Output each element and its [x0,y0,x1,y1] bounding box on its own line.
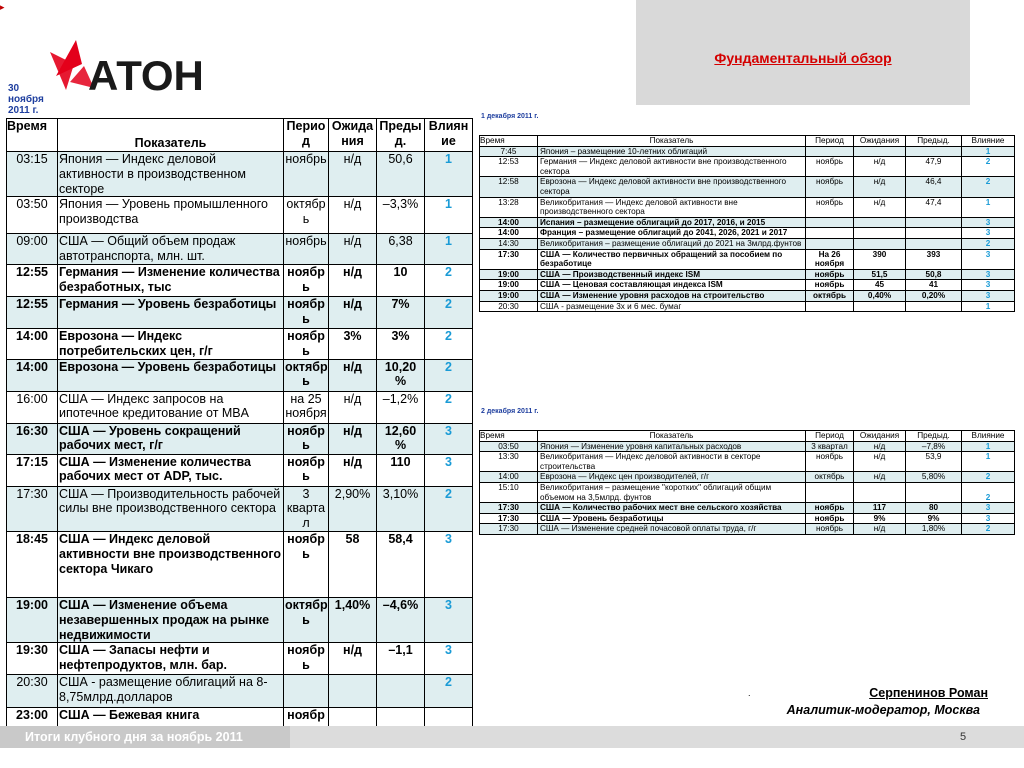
cell-indicator: Япония – размещение 10-летних облигаций [538,146,806,157]
header-time: Время [480,136,538,147]
cell-prev: –3,3% [377,197,425,234]
header-period: Перио д [284,119,329,152]
cell-period: ноябр ь [284,423,329,454]
table-row [480,524,1015,535]
cell-influence: 3 [962,228,1015,239]
cell-period: ноябрь [806,280,854,291]
date-right-1: 1 декабря 2011 г. [481,113,539,120]
cell-prev: 393 [906,249,962,269]
page-number: 5 [960,731,967,743]
cell-influence: 2 [425,264,473,296]
cell-time: 19:00 [480,290,538,301]
cell-period: ноябрь [284,234,329,265]
cell-time: 14:00 [7,359,58,391]
cell-influence: 2 [962,157,1015,177]
cell-expect: н/д [854,157,906,177]
corner-mark: ▸ [0,2,5,12]
table-row [7,597,473,642]
cell-influence: 2 [962,524,1015,535]
cell-prev [906,228,962,239]
cell-time: 14:00 [7,328,58,359]
cell-indicator: США — Количество рабочих мест вне сельского хозяйства [538,503,806,514]
cell-indicator: Испания – размещение облигаций до 2017, 2016, и 2015 [538,217,806,228]
cell-prev: 6,38 [377,234,425,265]
table-dec1 [479,135,1015,312]
cell-time: 14:00 [480,217,538,228]
cell-prev: 58,4 [377,531,425,597]
cell-expect [329,675,377,708]
header-indicator: Показатель [58,119,284,152]
cell-influence: 2 [425,359,473,391]
author-dot: . [748,688,751,698]
cell-time: 19:00 [7,597,58,642]
cell-prev: 41 [906,280,962,291]
cell-influence: 3 [962,503,1015,514]
cell-expect: н/д [329,359,377,391]
cell-expect: 51,5 [854,269,906,280]
cell-time: 20:30 [7,675,58,708]
cell-expect: н/д [329,454,377,486]
table-row [7,197,473,234]
cell-influence: 1 [962,441,1015,452]
cell-influence: 2 [425,391,473,423]
cell-period: ноябр [284,708,329,740]
cell-period: ноябрь [806,503,854,514]
cell-time: 12:55 [7,296,58,328]
cell-period: ноябр ь [284,454,329,486]
cell-expect [854,301,906,312]
cell-expect: 2,90% [329,486,377,531]
page-title: Фундаментальный обзор [714,50,892,66]
cell-indicator: Великобритания — Индекс деловой активности в секторе строительства [538,452,806,472]
cell-indicator: США - размещение облигаций на 8-8,75млрд.долларов [58,675,284,708]
logo-text: АТОН [88,52,204,98]
cell-expect: н/д [329,643,377,675]
cell-time: 23:00 [7,708,58,740]
cell-expect: 9% [854,513,906,524]
cell-indicator: США — Индекс запросов на ипотечное кредитование от MBA [58,391,284,423]
cell-expect [854,146,906,157]
cell-period: 3 квартал [806,441,854,452]
header-indicator: Показатель [538,431,806,442]
author-role: Аналитик-модератор, Москва [786,703,980,717]
date-right-2: 2 декабря 2011 г. [481,408,539,415]
cell-influence: 1 [425,152,473,197]
cell-expect: н/д [854,524,906,535]
cell-expect: 117 [854,503,906,514]
cell-period [806,217,854,228]
cell-indicator: США — Производственный индекс ISM [538,269,806,280]
cell-time: 17:15 [7,454,58,486]
cell-influence: 1 [962,146,1015,157]
cell-prev: 7% [377,296,425,328]
header-period: Период [806,136,854,147]
cell-expect: 0,40% [854,290,906,301]
cell-time: 19:00 [480,269,538,280]
cell-prev: 5,80% [906,472,962,483]
cell-influence: 3 [425,597,473,642]
cell-prev: 1,80% [906,524,962,535]
header-prev: Предыд. [906,431,962,442]
cell-influence: 3 [962,217,1015,228]
cell-time: 14:00 [480,472,538,483]
cell-prev: 47,9 [906,157,962,177]
table-row [480,482,1015,502]
cell-prev [906,482,962,502]
cell-expect: н/д [329,197,377,234]
cell-prev: 3% [377,328,425,359]
cell-influence: 2 [962,177,1015,197]
cell-indicator: Япония — Изменение уровня капитальных расходов [538,441,806,452]
cell-time: 20:30 [480,301,538,312]
table-row [480,452,1015,472]
cell-period: октябр ь [284,359,329,391]
cell-indicator: Великобритания – размещение облигаций до 2021 на 3млрд.фунтов [538,238,806,249]
cell-period: ноябрь [806,513,854,524]
cell-time: 14:30 [480,238,538,249]
cell-time: 03:15 [7,152,58,197]
cell-period [284,675,329,708]
cell-influence: 3 [425,643,473,675]
cell-period: октябрь [806,472,854,483]
cell-prev [906,146,962,157]
cell-period: ноябрь [806,197,854,217]
cell-indicator: США — Уровень сокращений рабочих мест, г/г [58,423,284,454]
header-time: Время [480,431,538,442]
cell-influence: 2 [425,675,473,708]
cell-influence: 2 [962,238,1015,249]
cell-influence: 1 [425,197,473,234]
cell-indicator: Еврозона — Уровень безработицы [58,359,284,391]
cell-prev [906,217,962,228]
cell-indicator: Великобритания – размещение "коротких" облигаций общим объемом на 3,5млрд. фунтов [538,482,806,502]
cell-indicator: Франция – размещение облигаций до 2041, 2026, 2021 и 2017 [538,228,806,239]
table-row [480,441,1015,452]
cell-time: 17:30 [480,513,538,524]
header-influence: Влияние [962,136,1015,147]
cell-indicator: США — Производительность рабочей силы вне производственного сектора [58,486,284,531]
cell-expect [854,217,906,228]
cell-indicator: Еврозона — Индекс деловой активности вне производственного сектора [538,177,806,197]
table-row [7,264,473,296]
cell-indicator: Еврозона — Индекс цен производителей, г/г [538,472,806,483]
cell-prev: 3,10% [377,486,425,531]
header-time: Время [7,119,58,152]
cell-indicator: США - размещение 3х и 6 мес. бумаг [538,301,806,312]
header-expect: Ожидания [854,136,906,147]
table-row [480,228,1015,239]
cell-expect: н/д [854,472,906,483]
cell-indicator: США — Изменение количества рабочих мест от ADP, тыс. [58,454,284,486]
table-row [7,423,473,454]
cell-time: 03:50 [480,441,538,452]
cell-time: 17:30 [480,524,538,535]
table-row [480,238,1015,249]
table-row [7,296,473,328]
cell-expect: 1,40% [329,597,377,642]
table-row [480,280,1015,291]
cell-period [806,482,854,502]
cell-period: ноябрь [806,269,854,280]
table-row [7,675,473,708]
cell-time: 12:58 [480,177,538,197]
cell-indicator: Япония — Индекс деловой активности в производственном секторе [58,152,284,197]
cell-indicator: Германия — Изменение количества безработных, тыс [58,264,284,296]
cell-period: ноябрь [806,452,854,472]
cell-prev [906,301,962,312]
cell-time: 13:28 [480,197,538,217]
cell-indicator: США — Изменение объема незавершенных продаж на рынке недвижимости [58,597,284,642]
cell-prev: 9% [906,513,962,524]
cell-expect: н/д [854,197,906,217]
cell-indicator: Еврозона — Индекс потребительских цен, г/г [58,328,284,359]
cell-prev: –4,6% [377,597,425,642]
cell-influence: 1 [962,197,1015,217]
table-dec2 [479,430,1015,535]
cell-indicator: США — Запасы нефти и нефтепродуктов, млн. бар. [58,643,284,675]
cell-period: ноябр ь [284,531,329,597]
cell-prev: 10,20 % [377,359,425,391]
cell-period: ноябрь [806,157,854,177]
cell-time: 14:00 [480,228,538,239]
cell-time: 16:00 [7,391,58,423]
cell-expect: 3% [329,328,377,359]
cell-period: ноябр ь [284,264,329,296]
cell-expect: н/д [329,152,377,197]
cell-expect: н/д [329,391,377,423]
cell-period: октябр ь [284,597,329,642]
cell-time: 7:45 [480,146,538,157]
header-influence: Влияние [962,431,1015,442]
cell-time: 12:53 [480,157,538,177]
cell-prev [906,238,962,249]
cell-prev [377,675,425,708]
cell-prev: 53,9 [906,452,962,472]
table-row [7,643,473,675]
cell-period [806,228,854,239]
cell-period: На 26 ноября [806,249,854,269]
cell-period [806,301,854,312]
table-row [7,391,473,423]
cell-expect: н/д [329,423,377,454]
table-row [480,513,1015,524]
cell-expect [854,228,906,239]
cell-expect [854,482,906,502]
cell-indicator: США — Уровень безработицы [538,513,806,524]
cell-time: 17:30 [7,486,58,531]
table-row [7,454,473,486]
cell-period [806,238,854,249]
cell-expect: н/д [854,441,906,452]
cell-period: ноябр ь [284,296,329,328]
cell-prev: 110 [377,454,425,486]
cell-prev: 80 [906,503,962,514]
cell-indicator: США — Общий объем продаж автотранспорта, млн. шт. [58,234,284,265]
header-expect: Ожида ния [329,119,377,152]
table-row [7,531,473,597]
cell-influence: 3 [425,423,473,454]
cell-influence: 1 [962,301,1015,312]
cell-indicator: США — Количество первичных обращений за пособием по безработице [538,249,806,269]
cell-period: октябрь [806,290,854,301]
cell-prev: –1,1 [377,643,425,675]
cell-influence: 3 [425,454,473,486]
cell-period: ноябр ь [284,328,329,359]
cell-expect: 45 [854,280,906,291]
cell-influence: 3 [962,290,1015,301]
cell-prev: –1,2% [377,391,425,423]
cell-influence: 3 [962,269,1015,280]
cell-time: 12:55 [7,264,58,296]
cell-indicator: США — Бежевая книга [58,708,284,740]
table-row [7,234,473,265]
header-prev: Предыд. [906,136,962,147]
cell-expect: н/д [854,452,906,472]
cell-period [806,146,854,157]
cell-time: 17:30 [480,249,538,269]
table-row [480,177,1015,197]
cell-prev: 10 [377,264,425,296]
cell-expect: н/д [329,296,377,328]
header-prev: Преды д. [377,119,425,152]
cell-influence: 1 [962,452,1015,472]
cell-indicator: США — Индекс деловой активности вне производственного сектора Чикаго [58,531,284,597]
cell-period: 3 кварта л [284,486,329,531]
cell-influence: 2 [962,472,1015,483]
cell-influence: 3 [962,249,1015,269]
cell-time: 16:30 [7,423,58,454]
cell-prev: 0,20% [906,290,962,301]
cell-influence: 3 [962,513,1015,524]
cell-time: 15:10 [480,482,538,502]
header-period: Период [806,431,854,442]
table-row [480,197,1015,217]
table-row [7,359,473,391]
cell-prev: 50,8 [906,269,962,280]
cell-influence: 3 [962,280,1015,291]
cell-influence: 2 [425,328,473,359]
cell-period: октябр ь [284,197,329,234]
table-row [480,269,1015,280]
cell-prev: 12,60 % [377,423,425,454]
cell-period: ноябрь [806,524,854,535]
cell-prev: –7,8% [906,441,962,452]
author-name: Серпенинов Роман [869,686,988,700]
cell-influence: 2 [425,486,473,531]
cell-expect: н/д [329,234,377,265]
cell-time: 03:50 [7,197,58,234]
table-row [480,301,1015,312]
table-nov30 [6,118,473,740]
cell-influence: 2 [962,482,1015,502]
cell-time: 17:30 [480,503,538,514]
cell-influence: 2 [425,296,473,328]
cell-indicator: Германия — Индекс деловой активности вне производственного сектора [538,157,806,177]
table-row [480,146,1015,157]
cell-prev: 46,4 [906,177,962,197]
cell-period: на 25 ноября [284,391,329,423]
table-row [7,152,473,197]
cell-indicator: США — Ценовая составляющая индекса ISM [538,280,806,291]
table-row [480,217,1015,228]
header-indicator: Показатель [538,136,806,147]
cell-influence: 1 [425,234,473,265]
table-row [7,328,473,359]
table-row [480,249,1015,269]
cell-time: 19:30 [7,643,58,675]
cell-time: 18:45 [7,531,58,597]
cell-influence: 3 [425,531,473,597]
table-row [7,486,473,531]
cell-expect [854,238,906,249]
date-left: 30 ноября 2011 г. [8,83,44,116]
header-expect: Ожидания [854,431,906,442]
cell-expect: н/д [329,264,377,296]
header-influence: Влиян ие [425,119,473,152]
footer-text: Итоги клубного дня за ноябрь 2011 [25,730,243,744]
cell-expect: н/д [854,177,906,197]
cell-period: ноябрь [284,152,329,197]
cell-indicator: Япония — Уровень промышленного производства [58,197,284,234]
cell-period: ноябр ь [284,643,329,675]
cell-prev: 47,4 [906,197,962,217]
cell-period: ноябрь [806,177,854,197]
cell-indicator: США — Изменение уровня расходов на строительство [538,290,806,301]
cell-prev: 50,6 [377,152,425,197]
cell-expect: 390 [854,249,906,269]
cell-time: 19:00 [480,280,538,291]
cell-time: 09:00 [7,234,58,265]
cell-time: 13:30 [480,452,538,472]
cell-expect: 58 [329,531,377,597]
cell-indicator: Германия — Уровень безработицы [58,296,284,328]
aton-logo [44,38,244,98]
table-row [480,472,1015,483]
cell-indicator: США — Изменение средней почасовой оплаты труда, г/г [538,524,806,535]
table-row [480,503,1015,514]
cell-indicator: Великобритания — Индекс деловой активности вне производственного сектора [538,197,806,217]
table-row [480,290,1015,301]
table-row [480,157,1015,177]
